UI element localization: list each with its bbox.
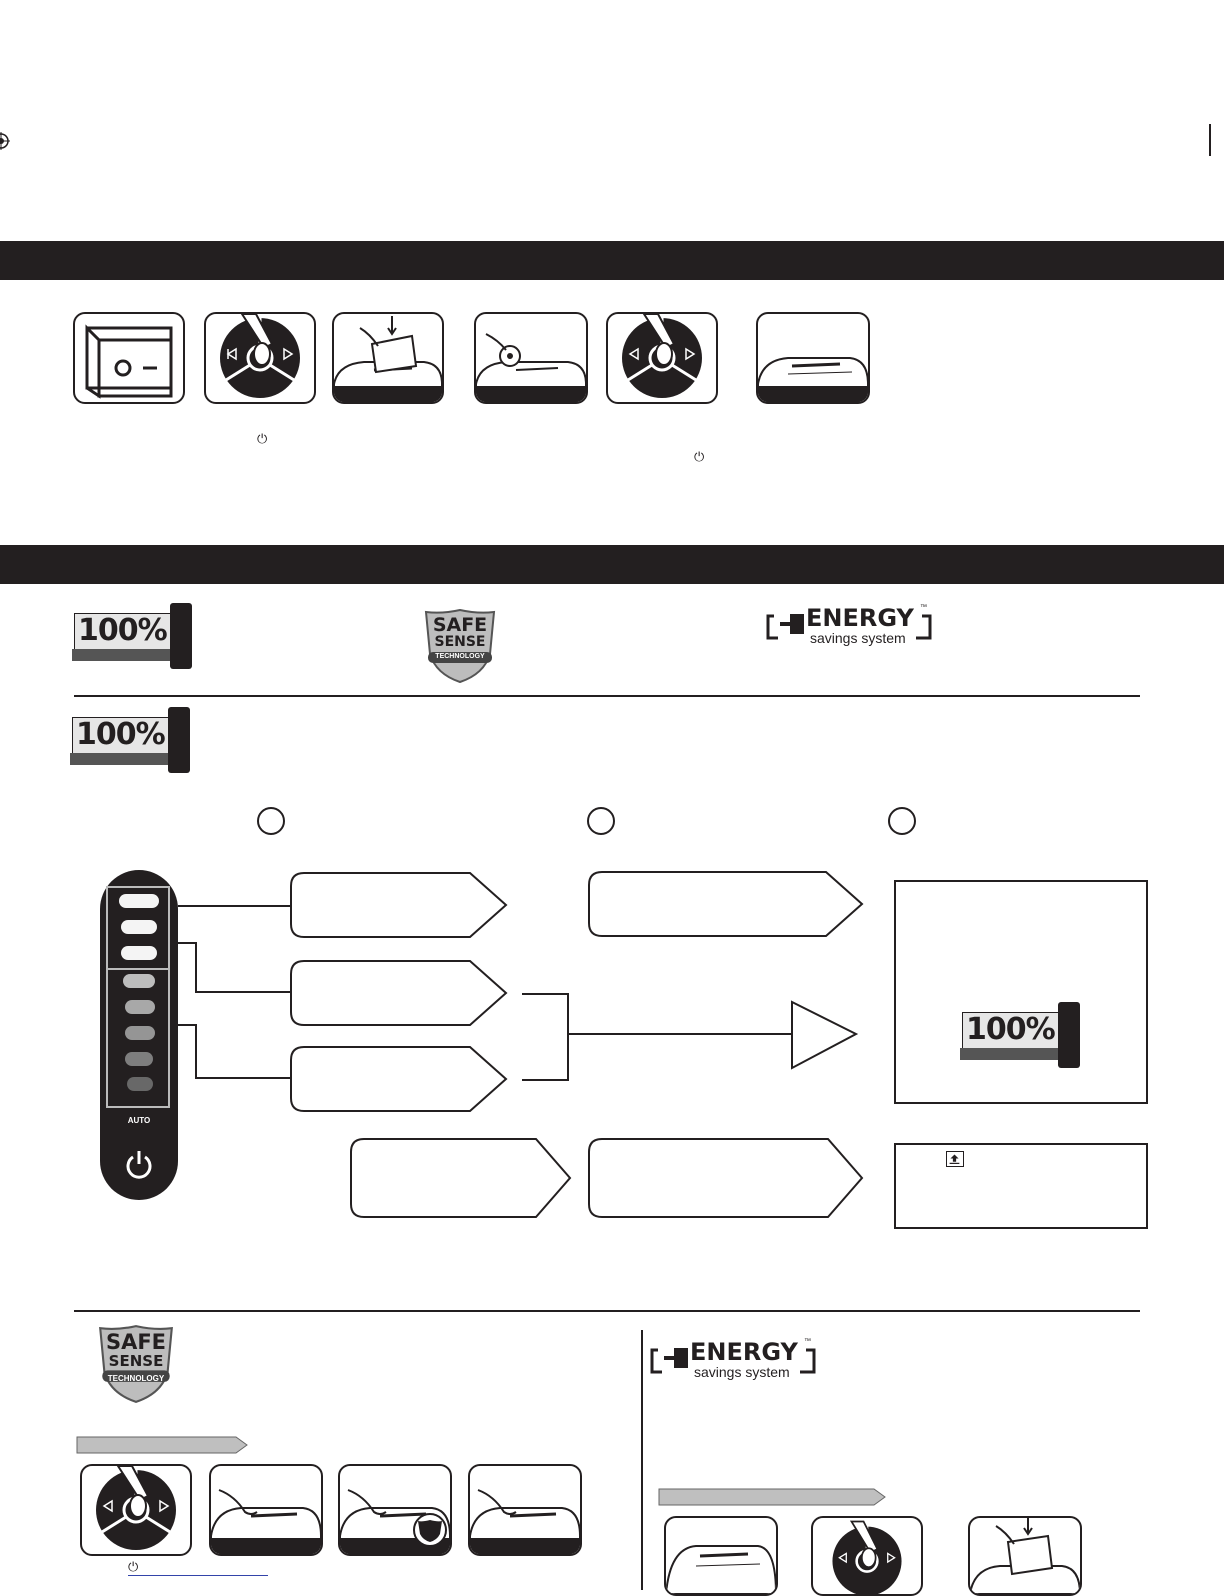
pointer-box-3: [290, 1046, 508, 1112]
step-circle-2: [587, 807, 615, 835]
energy-tm: ™: [920, 604, 927, 611]
power-symbol-icon: ⏻: [128, 1560, 139, 1575]
level-led-1: [119, 894, 159, 908]
power-button-icon: [123, 1148, 155, 1180]
divider-2: [74, 1310, 1140, 1312]
bin-full-icon: [946, 1151, 964, 1167]
shredder-feed-icon: [970, 1518, 1080, 1594]
pointer-box-6: [588, 1138, 864, 1218]
control-dial-card-3: [80, 1464, 192, 1556]
shredder-feed-paper-card-2: [968, 1516, 1082, 1596]
section-header-bar-2: [0, 545, 1224, 584]
energy-savings-logo-bottom: [650, 1338, 820, 1384]
pointer-box-5: [350, 1138, 572, 1218]
safe-sense-line3: TECHNOLOGY: [435, 653, 485, 660]
energy-tagline: savings system: [694, 1364, 790, 1380]
level-led-6: [125, 1026, 155, 1040]
divider-1: [74, 695, 1140, 697]
shredder-touch-icon: [211, 1466, 321, 1554]
percent-label: 100%: [78, 613, 167, 648]
safe-sense-line1: SAFE: [432, 614, 488, 636]
pointer-box-1: [290, 872, 508, 938]
crop-mark-right: [1209, 124, 1211, 156]
pointer-box-4: [588, 871, 864, 937]
shredder-cd-icon: [476, 314, 586, 402]
shredder-safe-sense-card: [338, 1464, 452, 1556]
energy-savings-logo: [766, 604, 936, 650]
energy-word: ENERGY: [806, 604, 914, 632]
shredder-feed-paper-card: [332, 312, 444, 404]
shredder-icon: [758, 314, 868, 402]
control-dial-card-4: [811, 1516, 923, 1596]
registration-mark-left: [0, 132, 10, 150]
percent-label: 100%: [966, 1012, 1055, 1047]
level-led-3: [121, 946, 157, 960]
step-circle-3: [888, 807, 916, 835]
safe-sense-logo: [424, 608, 496, 684]
control-panel: [100, 870, 178, 1200]
control-dial-icon: [813, 1518, 921, 1594]
power-switch-card: [73, 312, 185, 404]
percent-logo-section: [70, 707, 192, 773]
control-dial-icon: [206, 314, 314, 402]
energy-tm: ™: [804, 1338, 811, 1345]
pointer-box-2: [290, 960, 508, 1026]
step-circle-1: [257, 807, 285, 835]
shredder-touch-icon: [470, 1466, 580, 1554]
level-led-2: [121, 920, 157, 934]
auto-label: AUTO: [127, 1116, 151, 1125]
shredder-touch-card-2: [468, 1464, 582, 1556]
level-led-7: [125, 1052, 153, 1066]
gray-banner-right: [658, 1488, 886, 1506]
hyperlink-underline[interactable]: [128, 1575, 268, 1576]
energy-word: ENERGY: [690, 1338, 798, 1366]
result-box-1: [894, 880, 1148, 1104]
percent-logo-top: [72, 603, 194, 669]
control-dial-card-2: [606, 312, 718, 404]
power-symbol-icon: ⏻: [694, 450, 705, 465]
energy-tagline: savings system: [810, 630, 906, 646]
safe-sense-line3: TECHNOLOGY: [107, 1374, 165, 1383]
safe-sense-line2: SENSE: [434, 634, 486, 650]
shredder-touch-card-1: [209, 1464, 323, 1556]
control-dial-icon: [82, 1466, 190, 1554]
control-dial-icon: [608, 314, 716, 402]
power-switch-icon: [75, 314, 183, 402]
percent-logo-result: [960, 1002, 1082, 1068]
shredder-safe-sense-icon: [340, 1466, 450, 1554]
shredder-feed-icon: [334, 314, 442, 402]
column-divider: [641, 1330, 643, 1590]
shredder-idle-card: [756, 312, 870, 404]
shredder-idle-card-2: [664, 1516, 778, 1596]
shredder-feed-cd-card: [474, 312, 588, 404]
safe-sense-logo-bottom: [96, 1324, 176, 1404]
power-symbol-icon: ⏻: [257, 432, 268, 447]
gray-banner-left: [76, 1436, 248, 1454]
result-box-2: [894, 1143, 1148, 1229]
level-led-8: [127, 1077, 153, 1091]
safe-sense-line2: SENSE: [108, 1352, 164, 1370]
shredder-icon: [666, 1518, 776, 1594]
safe-sense-line1: SAFE: [105, 1330, 167, 1354]
percent-label: 100%: [76, 717, 165, 752]
control-dial-card-1: [204, 312, 316, 404]
level-led-4: [123, 974, 155, 988]
section-header-bar-1: [0, 241, 1224, 280]
level-led-5: [125, 1000, 155, 1014]
